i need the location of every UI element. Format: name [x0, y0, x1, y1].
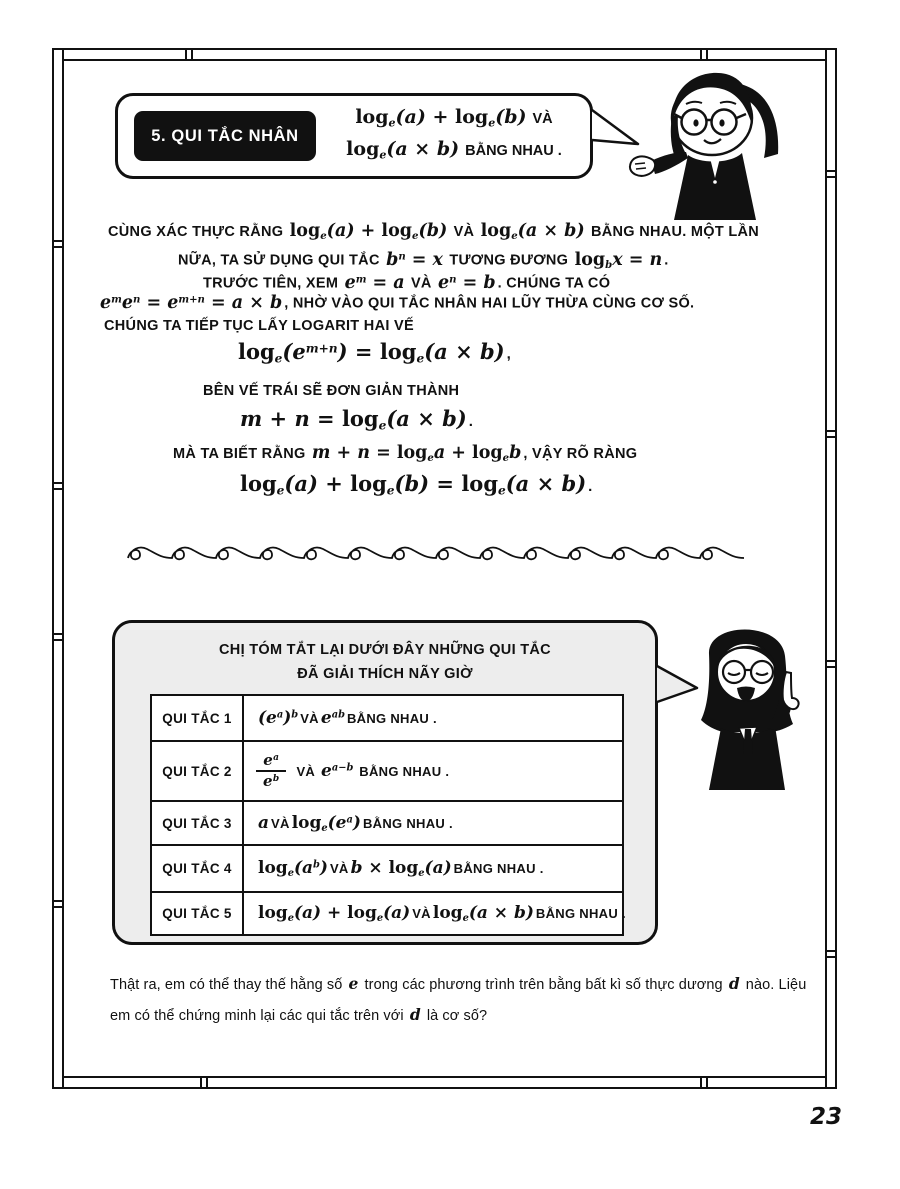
fraction-numerator: $e^a$: [263, 751, 280, 770]
bamboo-frame-left: [52, 48, 64, 1089]
rule-content: $\log_e(a^b)$ VÀ $b \times \log_e(a)$ BẰNG NHAU .: [258, 858, 544, 879]
character-pointing-illustration: [683, 608, 813, 790]
bubble-text: [316, 104, 590, 169]
rule-label: QUI TẮC 5: [152, 893, 244, 934]
bamboo-joint: [700, 50, 708, 59]
bamboo-joint: [185, 50, 193, 59]
table-row: [152, 844, 622, 891]
footer-note: [110, 969, 820, 1031]
bamboo-joint: [827, 170, 835, 178]
rule-label: QUI TẮC 3: [152, 802, 244, 844]
squiggle-divider: [122, 542, 762, 570]
footer-line-2: em có thể chứng minh lại các qui tắc trên với d là cơ số?: [110, 1005, 488, 1024]
body-line: NỮA, TA SỬ DỤNG QUI TẮC $b^n = x$ TƯƠNG ĐƯƠNG $\log_bx = n$ .: [178, 249, 669, 271]
intro-speech-bubble: [115, 93, 593, 179]
body-equation: $m + n = \log_e(a \times b)$ .: [240, 406, 474, 433]
bamboo-frame-right: [825, 48, 837, 1089]
body-equation: $\log_e(e^{m+n}) = \log_e(a \times b)$ ,: [238, 338, 512, 366]
footer-line-1: Thật ra, em có thể thay thế hằng số e trong các phương trình trên bằng bất kì số thực dương d nào. Liệu: [110, 974, 807, 993]
rule-title-box: [134, 111, 316, 161]
bamboo-joint: [827, 430, 835, 438]
bamboo-joint: [827, 950, 835, 958]
bamboo-joint: [54, 482, 62, 490]
body-line: TRƯỚC TIÊN, XEM $e^m = a$ VÀ $e^n = b$ . CHÚNG TA CÓ: [203, 272, 611, 293]
summary-intro-line-2: ĐÃ GIẢI THÍCH NÃY GIỜ: [297, 666, 473, 682]
table-row: [152, 740, 622, 800]
bubble-line-2: $\log_e(a \times b)$ BẰNG NHAU .: [346, 138, 562, 162]
table-row: [152, 800, 622, 844]
rule-label: QUI TẮC 2: [152, 742, 244, 800]
bamboo-joint: [54, 633, 62, 641]
rule-content: $\log_e(a) + \log_e(a)$ VÀ $\log_e(a \times b)$ BẰNG NHAU .: [258, 903, 626, 924]
body-line: $e^me^n = e^{m+n} = a \times b$ , NHỜ VÀO QUI TẮC NHÂN HAI LŨY THỪA CÙNG CƠ SỐ.: [100, 292, 695, 313]
rules-table: [150, 694, 624, 936]
table-row: [152, 696, 622, 740]
page-number: 23: [810, 1104, 843, 1130]
bamboo-joint: [54, 900, 62, 908]
fraction-denominator: $e^b$: [256, 770, 286, 791]
table-row: [152, 891, 626, 934]
bamboo-joint: [54, 240, 62, 248]
bubble-line-1: $\log_e(a) + \log_e(b)$ VÀ: [355, 105, 553, 129]
bamboo-frame-bottom: [52, 1076, 837, 1089]
rule-content: [244, 742, 622, 800]
summary-intro: [115, 623, 655, 686]
rule-content: $(e^a)^b$ VÀ $e^{ab}$ BẰNG NHAU .: [258, 708, 437, 728]
rule-content-text: VÀ $e^{a-b}$ BẰNG NHAU .: [296, 761, 450, 781]
rule-label: QUI TẮC 4: [152, 846, 244, 891]
rule-label: QUI TẮC 1: [152, 696, 244, 740]
rule-content: a VÀ $\log_e(e^a)$ BẰNG NHAU .: [258, 812, 453, 834]
bamboo-joint: [827, 660, 835, 668]
body-line: CHÚNG TA TIẾP TỤC LẤY LOGARIT HAI VẾ: [104, 318, 414, 334]
body-line: BÊN VẾ TRÁI SẼ ĐƠN GIẢN THÀNH: [203, 383, 460, 399]
bamboo-joint: [700, 1078, 708, 1087]
summary-intro-line-1: CHỊ TÓM TẮT LẠI DƯỚI ĐÂY NHỮNG QUI TẮC: [219, 642, 551, 658]
character-lecturer-illustration: [628, 60, 803, 220]
rule-title: 5. QUI TẮC NHÂN: [151, 126, 299, 145]
body-line: MÀ TA BIẾT RẰNG $m + n = \log_ea + \log_eb$ , VẬY RÕ RÀNG: [173, 443, 638, 465]
bamboo-joint: [200, 1078, 208, 1087]
body-equation: $\log_e(a) + \log_e(b) = \log_e(a \times b)$ .: [240, 471, 593, 498]
body-line: CÙNG XÁC THỰC RẰNG $\log_e(a) + \log_e(b)$ VÀ $\log_e(a \times b)$ BẰNG NHAU. MỘT LẦN: [108, 221, 760, 243]
fraction: [256, 751, 286, 791]
